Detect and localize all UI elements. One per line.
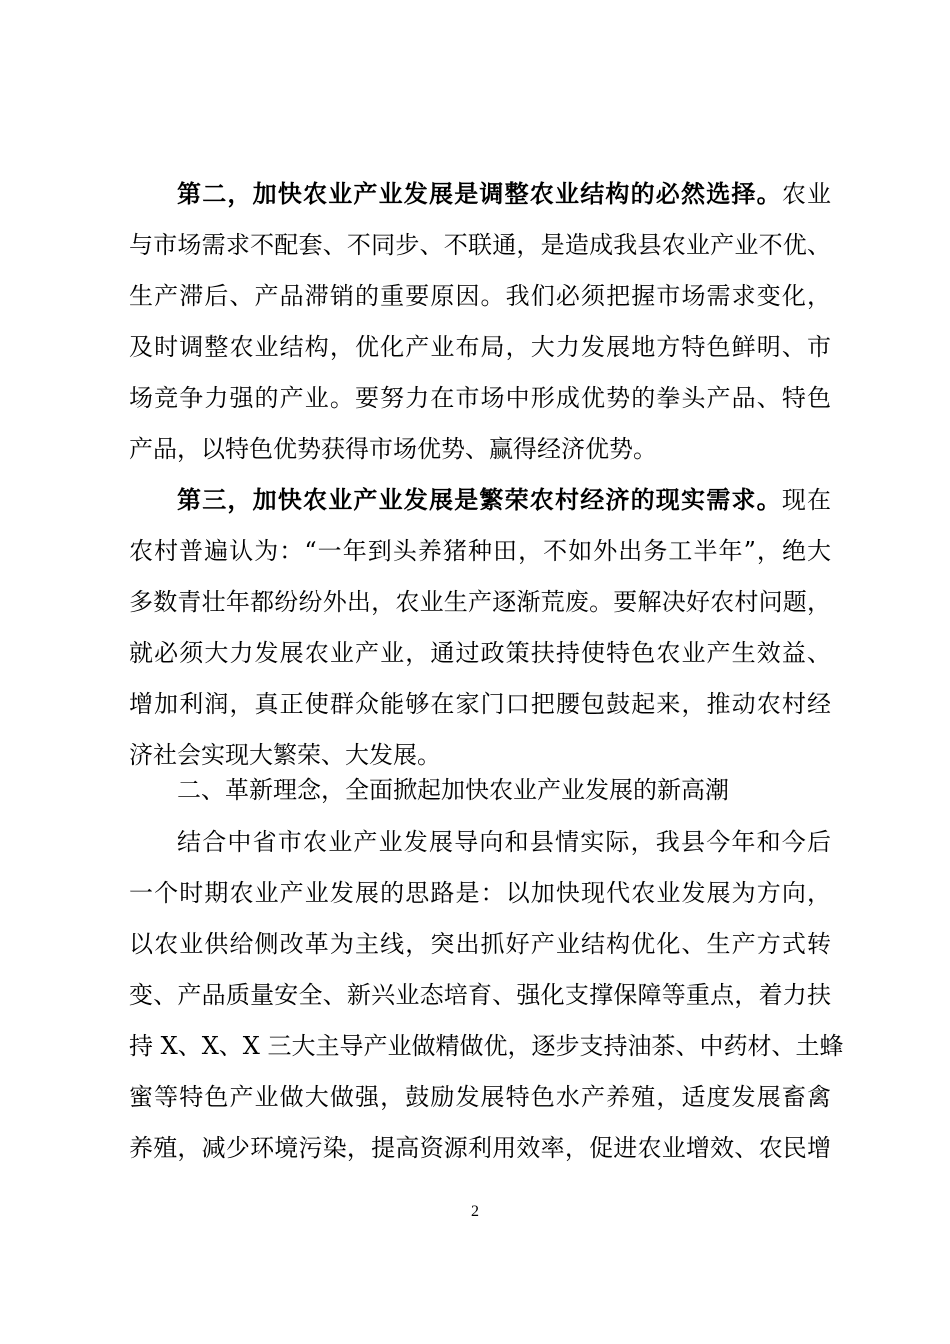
paragraph-2-lead: 第二，加快农业产业发展是调整农业结构的必然选择。 — [177, 179, 782, 208]
page-number: 2 — [471, 1203, 479, 1220]
paragraph-4-line-2 — [129, 873, 831, 913]
paragraph-4-emphasis: 农业产业发展的思路是： — [229, 879, 506, 907]
paragraph-2-line-5: 场竞争力强的产业。要努力在市场中形成优势的拳头产品、特色 — [129, 384, 831, 412]
paragraph-2-line-1-rest: 农业 — [781, 180, 832, 208]
paragraph-3-lead: 第三，加快农业产业发展是繁荣农村经济的现实需求。 — [177, 485, 782, 514]
paragraph-2-line-2: 与市场需求不配套、不同步、不联通，是造成我县农业产业不优、 — [129, 231, 831, 259]
paragraph-2-line-3: 生产滞后、产品滞销的重要原因。我们必须把握市场需求变化， — [129, 282, 831, 310]
paragraph-2-line-6: 产品，以特色优势获得市场优势、赢得经济优势。 — [129, 435, 657, 463]
paragraph-4-line-1: 结合中省市农业产业发展导向和县情实际，我县今年和今后 — [177, 828, 831, 856]
paragraph-3-line-5: 增加利润，真正使群众能够在家门口把腰包鼓起来，推动农村经 — [129, 690, 831, 718]
paragraph-2-line-1 — [177, 174, 831, 214]
paragraph-2-line-4: 及时调整农业结构，优化产业布局，大力发展地方特色鲜明、市 — [129, 333, 831, 361]
section-heading: 二、革新理念，全面掀起加快农业产业发展的新高潮 — [177, 776, 729, 804]
paragraph-3-line-2: 农村普遍认为：“一年到头养猪种田，不如外出务工半年”，绝大 — [129, 537, 831, 565]
paragraph-4-line-3: 以农业供给侧改革为主线，突出抓好产业结构优化、生产方式转 — [129, 930, 831, 958]
paragraph-3-line-3: 多数青壮年都纷纷外出，农业生产逐渐荒废。要解决好农村问题， — [129, 588, 831, 616]
paragraph-3-line-4: 就必须大力发展农业产业，通过政策扶持使特色农业产生效益、 — [129, 639, 831, 667]
paragraph-4-line-5: 持 X、X、X 三大主导产业做精做优，逐步支持油茶、中药材、土蜂 — [129, 1032, 844, 1060]
paragraph-4-line-2-pre: 一个时期 — [129, 879, 230, 907]
paragraph-3-line-1 — [177, 480, 831, 520]
paragraph-4-line-4: 变、产品质量安全、新兴业态培育、强化支撑保障等重点，着力扶 — [129, 981, 831, 1009]
paragraph-3-line-1-rest: 现在 — [781, 486, 832, 514]
paragraph-4-line-2-post: 以加快现代农业发展为方向， — [505, 879, 832, 907]
paragraph-4-line-6: 蜜等特色产业做大做强，鼓励发展特色水产养殖，适度发展畜禽 — [129, 1083, 831, 1111]
paragraph-4-line-7: 养殖，减少环境污染，提高资源利用效率，促进农业增效、农民增 — [129, 1134, 831, 1162]
paragraph-3-line-6: 济社会实现大繁荣、大发展。 — [129, 741, 441, 769]
